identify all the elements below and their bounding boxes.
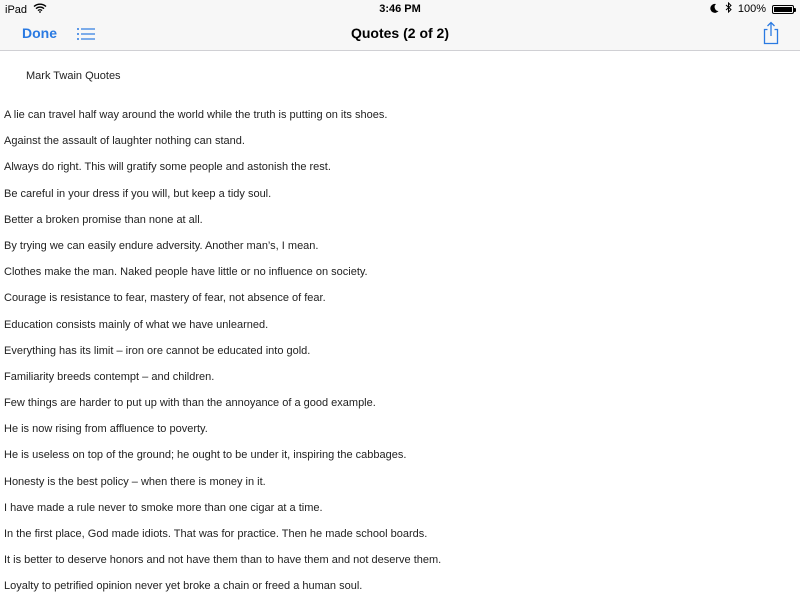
quote-item: Always do right. This will gratify some people and astonish the rest. <box>4 161 331 174</box>
battery-percent: 100% <box>737 3 766 15</box>
quote-list <box>4 108 441 600</box>
list-icon[interactable] <box>76 26 96 42</box>
moon-icon <box>710 3 719 16</box>
quote-item: Clothes make the man. Naked people have little or no influence on society. <box>4 266 368 279</box>
quote-item: He is useless on top of the ground; he ought to be under it, inspiring the cabbages. <box>4 449 407 462</box>
nav-bar <box>0 18 800 51</box>
quote-item: Be careful in your dress if you will, but keep a tidy soul. <box>4 187 272 200</box>
quote-item: Courage is resistance to fear, mastery of fear, not absence of fear. <box>4 292 326 305</box>
quote-item: Everything has its limit – iron ore cannot be educated into gold. <box>4 344 311 357</box>
quote-item: Better a broken promise than none at all. <box>4 213 203 226</box>
quote-item: Against the assault of laughter nothing can stand. <box>4 135 245 148</box>
quote-item: I have made a rule never to smoke more than one cigar at a time. <box>4 501 323 514</box>
quote-item: A lie can travel half way around the world while the truth is putting on its shoes. <box>4 109 388 121</box>
battery-fill <box>774 7 792 12</box>
quote-item: It is better to deserve honors and not have them than to have them and not deserve them. <box>4 554 442 567</box>
quote-item: Familiarity breeds contempt – and children. <box>4 370 215 383</box>
document-title: Mark Twain Quotes <box>26 70 121 82</box>
status-time: 3:46 PM <box>379 3 421 15</box>
quote-item: Education consists mainly of what we have unlearned. <box>4 318 269 331</box>
share-icon[interactable] <box>760 21 782 45</box>
bluetooth-icon <box>725 2 732 16</box>
quote-item: Loyalty to petrified opinion never yet broke a chain or freed a human soul. <box>4 580 363 593</box>
quote-item: By trying we can easily endure adversity. Another man’s, I mean. <box>4 239 319 252</box>
quote-item: In the first place, God made idiots. That was for practice. Then he made school boards. <box>4 528 428 540</box>
status-right <box>704 2 794 16</box>
status-bar <box>0 0 800 18</box>
quote-item: Few things are harder to put up with than the annoyance of a good example. <box>4 397 376 410</box>
device-name: iPad <box>5 3 28 16</box>
quote-item: Honesty is the best policy – when there is money in it. <box>4 475 266 488</box>
document-content <box>0 51 800 600</box>
battery-icon <box>772 5 794 14</box>
done-button[interactable]: Done <box>22 25 57 41</box>
quote-item: He is now rising from affluence to poverty. <box>4 423 208 436</box>
page-title: Quotes (2 of 2) <box>350 25 449 41</box>
